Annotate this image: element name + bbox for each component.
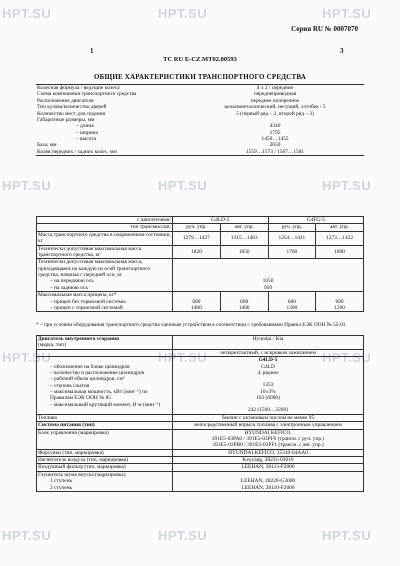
param-label: – максимальная мощность, кВт (мин⁻¹) по Правилам ЕЭК ООН № 85	[50, 389, 148, 402]
param-value: 242 (1500…3200)	[248, 407, 288, 414]
engines-label: с двигателями:	[37, 217, 173, 224]
row-value: 2650	[269, 142, 281, 149]
cell: 1850	[220, 245, 268, 259]
cell-value: 600	[287, 298, 296, 305]
trailer-braked-label: – прицеп с тормозной системой	[50, 304, 123, 311]
general-characteristics-table	[36, 84, 364, 156]
row-value: 1559…1573 / 1567…1581	[245, 148, 305, 155]
cell	[268, 292, 316, 312]
stage-label: 1 ступень	[50, 478, 73, 485]
stage-value: LEEHAN, 28220-G3000	[240, 478, 296, 485]
engine-model: G4LD-5	[258, 357, 278, 364]
row-value: 4340	[269, 123, 281, 130]
row-value: LEEHAN, 28113-F2000	[173, 464, 364, 471]
watermark: HPT.SU	[322, 6, 372, 21]
cell: 1254…1411	[268, 231, 316, 245]
param-label: – обозначение на блоке цилиндров	[50, 363, 130, 370]
watermark: HPT.SU	[322, 528, 372, 543]
row-label: Топливо	[37, 414, 173, 421]
stage-label: 2 ступень	[50, 484, 73, 491]
param-label: – количество и расположение цилиндров	[50, 369, 145, 376]
param-value: 10±3%	[260, 388, 276, 395]
axle-label	[37, 259, 173, 292]
table-row	[37, 414, 364, 421]
param-label: – степень сжатия	[50, 382, 90, 389]
watermark: HPT.SU	[158, 178, 208, 193]
cell-value: 600	[335, 298, 344, 305]
row-label: – высота	[76, 136, 97, 142]
transmission-column: руч. упр.	[173, 224, 221, 231]
certificate-number: TC RU E-CZ.MT02.00593	[163, 56, 237, 63]
row-label: Блок управления (маркировка)	[37, 429, 173, 449]
row-label: Колея передних / задних колес, мм	[37, 148, 117, 155]
table-row	[37, 224, 364, 231]
row-value: переднеприводная	[253, 91, 297, 98]
cell: 1800	[316, 245, 364, 259]
watermark: HPT.SU	[158, 6, 208, 21]
cell-value: 1400	[191, 304, 202, 311]
ecu-line: HYUNDAI KEFICO,	[244, 429, 292, 436]
table-row	[36, 149, 364, 156]
table-row	[37, 471, 364, 491]
param-value: G4LD	[261, 363, 275, 370]
row-label: Схема компоновки транспортного средства	[37, 91, 137, 98]
transmission-column: руч. упр.	[268, 224, 316, 231]
table-row	[37, 457, 364, 464]
table-row	[37, 357, 364, 415]
transmission-column: авт. упр.	[220, 224, 268, 231]
engine-heading: Двигатель внутреннего сгорания	[38, 336, 119, 342]
cell: 1315…1463	[220, 231, 268, 245]
stage-value: LEEHAN, 28110-F2000	[241, 484, 295, 491]
row-label: Система питания (тип)	[37, 422, 173, 429]
row-label: Тип кузова/количество дверей	[37, 104, 107, 111]
table-row	[37, 429, 364, 449]
param-value: 4, рядное	[257, 369, 279, 376]
row-label	[37, 471, 173, 491]
table-row	[37, 231, 364, 245]
trailer-description: Максимальная масса прицепа, кг*	[38, 292, 117, 299]
table-row	[37, 422, 364, 429]
ecu-line: 391E5-03PA0 / 391E5-03PF0 (трансм. с руч. упр.)	[211, 435, 325, 442]
axle-values	[173, 259, 364, 292]
table-row	[37, 349, 364, 356]
table-row	[37, 336, 364, 350]
cell: 1820	[173, 245, 221, 259]
cell	[316, 292, 364, 312]
row-value: непосредственный впрыск топлива с электронным управлением	[173, 422, 364, 429]
row-label: – длина	[76, 123, 94, 130]
cell: 1279…1427	[173, 231, 221, 245]
rear-axle-label: – на заднюю ось	[50, 284, 88, 291]
row-label: Технически допустимая максимальная масса транспортного средства, кг	[37, 245, 173, 259]
param-label: – максимальный крутящий момент, Н·м (мин⁻¹)	[50, 401, 161, 408]
silencer-label: Глушитель шума впуска (маркировка)	[38, 471, 126, 478]
row-value: бензин с октановым числом не менее 95	[173, 414, 364, 421]
engine-type: четырехтактный, с искровым зажиганием	[173, 349, 364, 356]
front-axle-label: – на переднюю ось	[50, 278, 94, 285]
row-value: цельнометаллический, несущий, хэтчбек / 5	[224, 104, 326, 111]
cell-value: 600	[192, 298, 201, 305]
watermark: HPT.SU	[322, 350, 372, 365]
row-label: Количество мест для сидения	[37, 110, 106, 117]
transmission-column: авт. упр.	[316, 224, 364, 231]
param-value: 1353	[262, 382, 274, 389]
footnote: * – при условии оборудования транспортного средства сцепным устройством в соответствии с требованиями Правил ЕЭК ООН № 55-01.	[36, 322, 347, 328]
row-label: Расположение двигателя	[37, 97, 94, 104]
watermark: HPT.SU	[2, 528, 52, 543]
row-value: 1450…1455	[261, 136, 289, 142]
row-value: 1795	[269, 129, 281, 136]
table-row	[37, 259, 364, 292]
engine-column: G4FG-5	[268, 217, 363, 224]
cell: 1273…1422	[316, 231, 364, 245]
row-value: Keyyang, 28231-03010	[173, 457, 364, 464]
cell	[173, 292, 221, 312]
rear-axle-value: 950	[263, 284, 273, 291]
row-value: HYUNDAI KEFICO, 35310-04AA0	[173, 449, 364, 456]
cell: 1780	[268, 245, 316, 259]
engine-brand-cell	[173, 336, 364, 350]
row-label: Колесная формула / ведущие колеса	[37, 85, 120, 91]
ecu-line: 391E5-03PB0 / 391E5-03PF1 (трансм. с авт. упр.)	[212, 442, 324, 449]
trailer-unbraked-label: – прицеп без тормозной системы	[50, 298, 126, 305]
row-label: Габаритные размеры, мм	[37, 116, 95, 123]
row-label: Воздушный фильтр (тип, маркировка)	[37, 464, 173, 471]
table-row	[37, 217, 364, 224]
table-row	[37, 245, 364, 259]
engine-table	[36, 335, 364, 492]
engine-column: G4LD-5	[173, 217, 269, 224]
page-title: ОБЩИЕ ХАРАКТЕРИСТИКИ ТРАНСПОРТНОГО СРЕДСТВА	[93, 73, 307, 81]
row-label: Нагнетатель воздуха (тип, маркировка)	[37, 457, 173, 464]
cell-value: 600	[240, 298, 249, 305]
cell-value: 1400	[238, 304, 250, 311]
row-label: База, мм	[37, 142, 57, 149]
engine-heading-sub: (марка, тип)	[38, 342, 66, 349]
engine-params-values	[173, 357, 364, 415]
trailer-label	[37, 292, 173, 312]
empty-cell	[37, 349, 173, 356]
param-label: – рабочий объем цилиндров, см³	[50, 376, 125, 383]
engine-heading-cell	[37, 336, 173, 350]
row-label: Масса транспортного средства в снаряженном состоянии, кг	[38, 231, 171, 245]
row-value: 4 х 2 / передние	[256, 85, 294, 91]
engine-brand: Hyundai / Kia	[252, 336, 284, 342]
cell-value: 1300	[286, 304, 298, 311]
row-label: Форсунки (тип, маркировка)	[37, 449, 173, 456]
front-axle-value: 1050	[262, 278, 274, 285]
page-number-right: 3	[340, 47, 344, 55]
watermark: HPT.SU	[158, 350, 208, 365]
table-row	[36, 85, 364, 92]
row-value: переднее поперечное	[250, 97, 300, 104]
row-label: – ширина	[76, 129, 98, 136]
watermark: HPT.SU	[322, 178, 372, 193]
serial-number: Серия RU № 0007070	[291, 25, 358, 33]
watermark: HPT.SU	[158, 528, 208, 543]
cell-value: 1200	[334, 304, 345, 311]
mass-table	[36, 216, 364, 312]
watermark: HPT.SU	[2, 178, 52, 193]
transmission-label: тип трансмиссии:	[37, 224, 173, 231]
watermark: HPT.SU	[2, 350, 52, 365]
table-row	[37, 464, 364, 471]
page-number-left: 1	[90, 47, 94, 55]
watermark: HPT.SU	[2, 6, 52, 21]
row-value	[173, 429, 364, 449]
param-value: 103 (6000)	[256, 395, 280, 401]
row-value	[173, 471, 364, 491]
axle-description: Технически допустимая максимальная масса, приходящаяся на каждую из осей транспортного средства, начиная с передней оси, кг	[38, 259, 151, 278]
cell	[220, 292, 268, 312]
table-row	[37, 292, 364, 312]
engine-params-labels	[37, 357, 173, 415]
table-row	[37, 449, 364, 456]
row-value: 5 (первый ряд – 2, второй ряд – 3)	[236, 110, 314, 117]
